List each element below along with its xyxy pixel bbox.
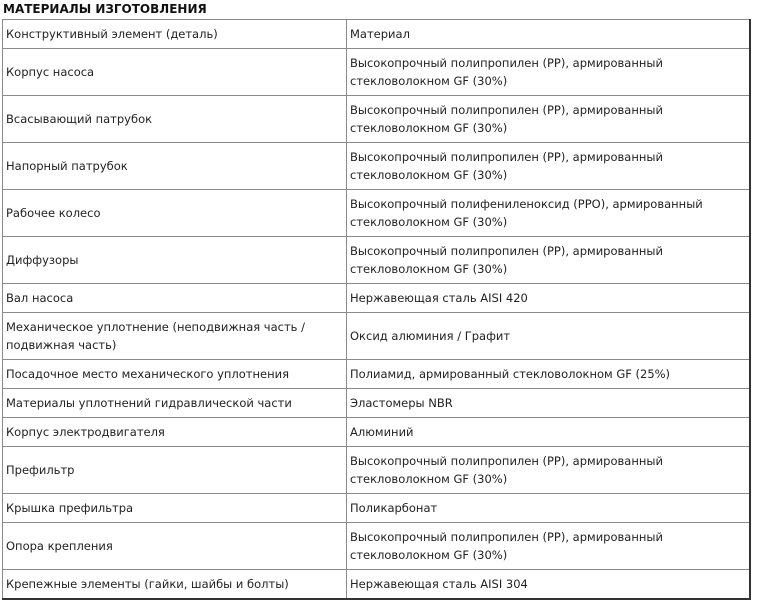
table-row [3, 284, 750, 313]
table-row [3, 523, 750, 570]
part-cell: Префильтр [3, 447, 347, 494]
materials-table [2, 19, 751, 600]
material-cell: Оксид алюминия / Графит [347, 313, 750, 360]
material-cell: Высокопрочный полифениленоксид (PPO), армированный стекловолокном GF (30%) [347, 190, 750, 237]
material-cell: Нержавеющая сталь AISI 304 [347, 570, 750, 600]
part-cell: Вал насоса [3, 284, 347, 313]
table-row [3, 494, 750, 523]
material-cell: Высокопрочный полипропилен (PP), армированный стекловолокном GF (30%) [347, 96, 750, 143]
table-row [3, 447, 750, 494]
material-cell: Высокопрочный полипропилен (PP), армированный стекловолокном GF (30%) [347, 49, 750, 96]
part-cell: Диффузоры [3, 237, 347, 284]
table-row [3, 143, 750, 190]
part-cell: Корпус электродвигателя [3, 418, 347, 447]
part-cell: Посадочное место механического уплотнения [3, 360, 347, 389]
material-cell: Высокопрочный полипропилен (PP), армированный стекловолокном GF (30%) [347, 447, 750, 494]
material-cell: Эластомеры NBR [347, 389, 750, 418]
part-cell: Корпус насоса [3, 49, 347, 96]
table-row [3, 313, 750, 360]
table-row [3, 418, 750, 447]
part-cell: Материалы уплотнений гидравлической части [3, 389, 347, 418]
part-cell: Крепежные элементы (гайки, шайбы и болты) [3, 570, 347, 600]
part-cell: Всасывающий патрубок [3, 96, 347, 143]
table-row [3, 190, 750, 237]
header-cell-part: Конструктивный элемент (деталь) [3, 20, 347, 49]
section-heading: МАТЕРИАЛЫ ИЗГОТОВЛЕНИЯ [3, 2, 207, 16]
material-cell: Поликарбонат [347, 494, 750, 523]
table-row [3, 360, 750, 389]
table-header-row [3, 20, 750, 49]
table-row [3, 49, 750, 96]
material-cell: Нержавеющая сталь AISI 420 [347, 284, 750, 313]
table-row [3, 237, 750, 284]
part-cell: Напорный патрубок [3, 143, 347, 190]
material-cell: Высокопрочный полипропилен (PP), армированный стекловолокном GF (30%) [347, 523, 750, 570]
part-cell: Крышка префильтра [3, 494, 347, 523]
material-cell: Высокопрочный полипропилен (PP), армированный стекловолокном GF (30%) [347, 143, 750, 190]
material-cell: Полиамид, армированный стекловолокном GF (25%) [347, 360, 750, 389]
header-cell-material: Материал [347, 20, 750, 49]
material-cell: Высокопрочный полипропилен (PP), армированный стекловолокном GF (30%) [347, 237, 750, 284]
material-cell: Алюминий [347, 418, 750, 447]
part-cell: Опора крепления [3, 523, 347, 570]
part-cell: Механическое уплотнение (неподвижная часть / подвижная часть) [3, 313, 347, 360]
table-row [3, 389, 750, 418]
table-row [3, 570, 750, 600]
part-cell: Рабочее колесо [3, 190, 347, 237]
table-row [3, 96, 750, 143]
